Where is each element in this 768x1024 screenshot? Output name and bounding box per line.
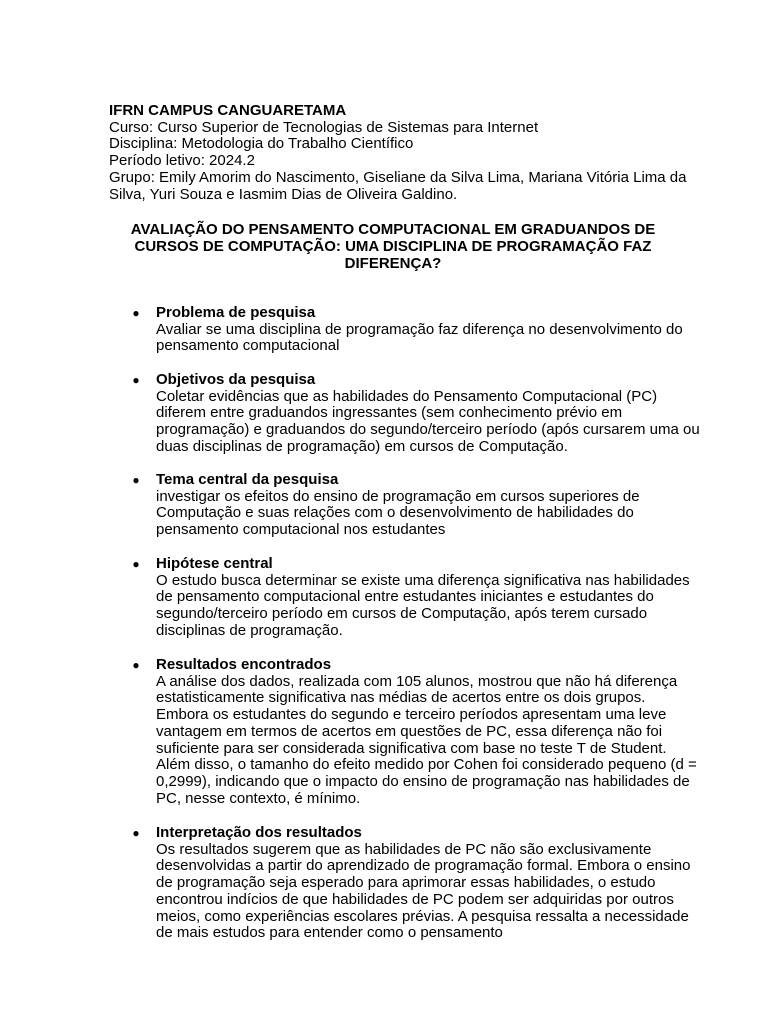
item-body: Coletar evidências que as habilidades do Pensamento Computacional (PC) diferem entre graduandos ingressantes (sem conhecimento prévio em programação) e graduandos do segundo/terceiro período (após cursarem uma ou duas disciplinas de programação) em cursos de Computação. [156,387,700,455]
document-title: AVALIAÇÃO DO PENSAMENTO COMPUTACIONAL EM GRADUANDOS DE CURSOS DE COMPUTAÇÃO: UMA DISCIPLINA DE PROGRAMAÇÃO FAZ DIFERENÇA? [130,221,656,272]
list-item-results [132,656,701,807]
item-body: A análise dos dados, realizada com 105 alunos, mostrou que não há diferença estatisticamente significativa nas médias de acertos entre os dois grupos. Embora os estudantes do segundo e terceiro períodos apresentam uma leve vantagem em termos de acertos em questões de PC, essa diferença não foi suficiente para ser considerada significativa com base no teste T de Student. Além disso, o tamanho do efeito medido por Cohen foi considerado pequeno (d = 0,2999), indicando que o impacto do ensino de programação nas habilidades de PC, nesse contexto, é mínimo. [156,672,697,807]
list-item-central-theme [132,471,701,539]
item-heading: Interpretação dos resultados [156,824,362,841]
bullet-icon: ● [132,557,140,571]
course-line: Curso: Curso Superior de Tecnologias de Sistemas para Internet [109,118,539,136]
bullet-icon: ● [132,658,140,672]
item-body: investigar os efeitos do ensino de programação em cursos superiores de Computação e suas relações com o desenvolvimento de habilidades do pensamento computacional nos estudantes [156,487,640,539]
item-heading: Resultados encontrados [156,656,332,673]
discipline-line: Disciplina: Metodologia do Trabalho Científico [109,135,414,153]
item-body: Avaliar se uma disciplina de programação faz diferença no desenvolvimento do pensamento computacional [156,320,683,355]
item-heading: Tema central da pesquisa [156,471,339,488]
period-line: Período letivo: 2024.2 [109,152,255,170]
bullet-icon: ● [132,473,140,487]
item-heading: Hipótese central [156,555,273,572]
item-body: Os resultados sugerem que as habilidades de PC não são exclusivamente desenvolvidas a partir do aprendizado de programação formal. Embora o ensino de programação seja esperado para aprimorar essas habilidades, o estudo encontrou indícios de que habilidades de PC podem ser adquiridas por outros meios, como experiências escolares prévias. A pesquisa ressalta a necessidade de mais estudos para entender como o pensamento [156,840,691,942]
list-item-hypothesis [132,555,701,640]
item-heading: Problema de pesquisa [156,304,316,321]
bullet-icon: ● [132,306,140,320]
list-item-interpretation [132,824,701,942]
bullet-icon: ● [132,373,140,387]
item-heading: Objetivos da pesquisa [156,371,316,388]
institution-name: IFRN CAMPUS CANGUARETAMA [109,102,347,119]
item-body: O estudo busca determinar se existe uma diferença significativa nas habilidades de pensamento computacional entre estudantes iniciantes e estudantes do segundo/terceiro período em cursos de Computação, após terem cursado disciplinas de programação. [156,571,690,639]
list-item-problem [132,304,701,355]
list-item-objectives [132,371,701,456]
document-header [109,103,709,203]
group-line: Grupo: Emily Amorim do Nascimento, Giseliane da Silva Lima, Mariana Vitória Lima da Silva, Yuri Souza e Iasmim Dias de Oliveira Galdino. [109,168,687,203]
bullet-icon: ● [132,826,140,840]
